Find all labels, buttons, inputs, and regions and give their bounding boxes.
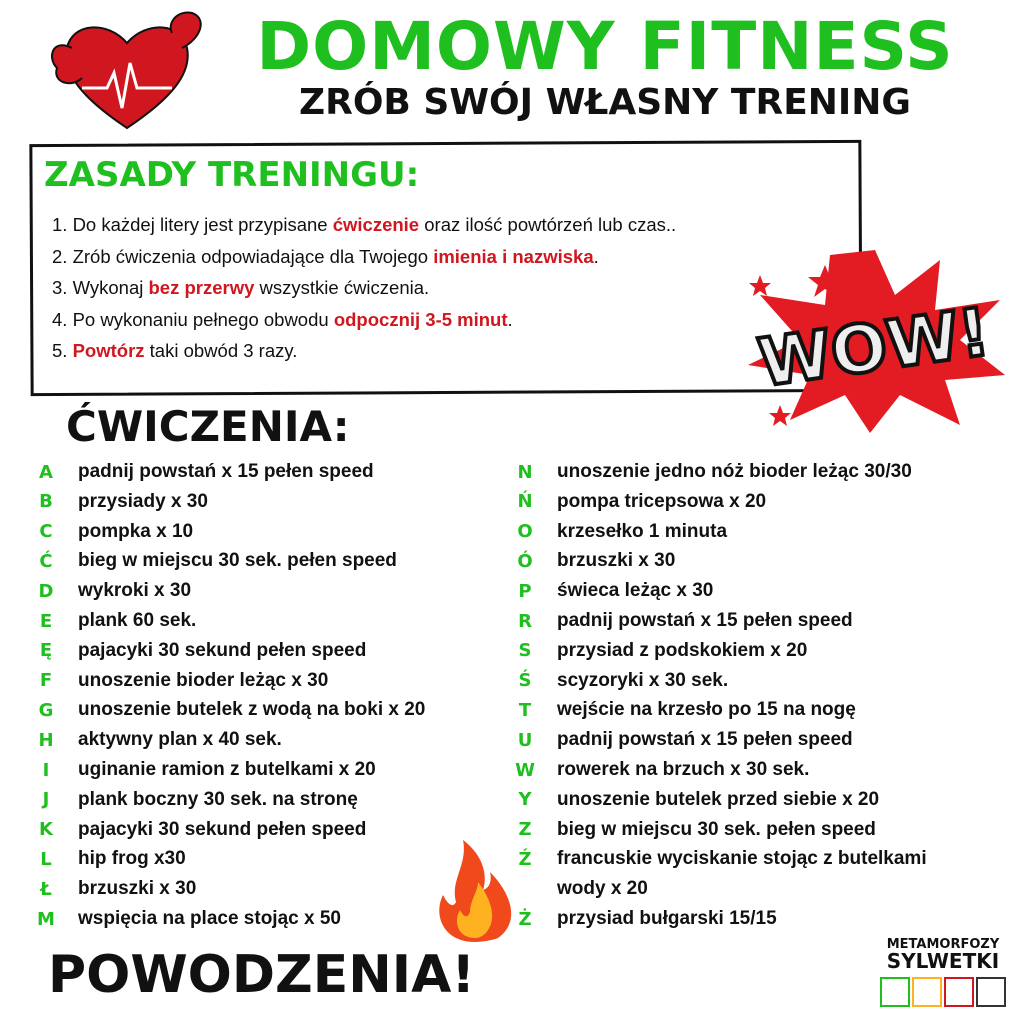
exercise-text: unoszenie bioder leżąc x 30 bbox=[78, 669, 329, 691]
exercise-row bbox=[507, 755, 809, 785]
rule-item bbox=[52, 246, 599, 268]
exercise-letter: C bbox=[39, 521, 53, 543]
exercise-row bbox=[28, 815, 366, 845]
exercise-row bbox=[28, 487, 208, 517]
exercises-title: ĆWICZENIA: bbox=[66, 402, 350, 451]
fitness-icon bbox=[880, 977, 910, 1007]
exercise-letter: Y bbox=[518, 789, 532, 811]
rule-item bbox=[52, 309, 513, 331]
exercise-row bbox=[507, 606, 853, 636]
exercise-row bbox=[507, 636, 807, 666]
exercise-letter: Ź bbox=[518, 848, 532, 870]
exercise-letter: K bbox=[39, 819, 53, 841]
body-icon bbox=[976, 977, 1006, 1007]
exercise-row bbox=[28, 785, 358, 815]
exercise-letter: Ń bbox=[517, 491, 533, 513]
exercise-text: pompka x 10 bbox=[78, 520, 194, 542]
exercise-text: unoszenie butelek z wodą na boki x 20 bbox=[78, 699, 426, 721]
exercise-row bbox=[28, 904, 341, 934]
exercise-letter: Ó bbox=[517, 550, 533, 572]
exercise-letter: D bbox=[38, 580, 54, 602]
exercise-row bbox=[507, 904, 777, 934]
exercise-letter: E bbox=[39, 610, 53, 632]
exercise-text: wody x 20 bbox=[557, 878, 648, 900]
heart-muscle-logo-icon bbox=[42, 8, 212, 133]
exercise-text: uginanie ramion z butelkami x 20 bbox=[78, 759, 376, 780]
exercise-text: pajacyki 30 sekund pełen speed bbox=[78, 818, 367, 840]
exercise-text: padnij powstań x 15 pełen speed bbox=[78, 461, 374, 482]
exercise-row bbox=[507, 487, 766, 517]
exercise-text: rowerek na brzuch x 30 sek. bbox=[557, 759, 810, 780]
rule-text: 3. Wykonaj bbox=[52, 277, 149, 298]
exercise-letter: J bbox=[42, 789, 50, 811]
brand-line1: METAMORFOZY bbox=[886, 937, 1000, 952]
exercise-letter: P bbox=[518, 580, 532, 602]
exercise-row bbox=[28, 546, 397, 576]
rule-text: taki obwód 3 razy. bbox=[144, 340, 298, 361]
exercise-text: świeca leżąc x 30 bbox=[557, 580, 714, 602]
exercise-text: pompa tricepsowa x 20 bbox=[557, 490, 767, 512]
exercise-row bbox=[507, 517, 727, 547]
exercise-row bbox=[28, 695, 425, 725]
exercise-row bbox=[507, 546, 675, 576]
exercise-text: padnij powstań x 15 pełen speed bbox=[557, 729, 853, 751]
exercise-text: hip frog x30 bbox=[78, 848, 186, 870]
rule-highlight: imienia i nazwiska bbox=[433, 245, 594, 267]
exercise-text: plank boczny 30 sek. na stronę bbox=[78, 788, 358, 810]
exercise-letter: B bbox=[39, 491, 53, 513]
exercise-row bbox=[28, 844, 186, 874]
rule-item bbox=[52, 214, 676, 236]
rule-text: oraz ilość powtórzeń lub czas.. bbox=[419, 214, 677, 235]
exercise-letter: Ł bbox=[40, 878, 52, 900]
exercise-row bbox=[28, 755, 376, 785]
rule-text: 2. Zrób ćwiczenia odpowiadające dla Twojego bbox=[52, 245, 434, 267]
exercise-row bbox=[507, 695, 856, 725]
waist-icon bbox=[944, 977, 974, 1007]
exercise-letter: Ć bbox=[39, 550, 53, 572]
rule-text: wszystkie ćwiczenia. bbox=[254, 277, 430, 298]
rule-text: 1. Do każdej litery jest przypisane bbox=[52, 214, 333, 235]
exercise-letter: Ę bbox=[39, 640, 53, 662]
exercise-text: padnij powstań x 15 pełen speed bbox=[557, 610, 853, 631]
exercise-row bbox=[28, 636, 366, 666]
rule-text: . bbox=[507, 308, 513, 330]
exercise-text: przysiady x 30 bbox=[78, 490, 208, 512]
exercise-row bbox=[507, 576, 713, 606]
exercise-text: brzuszki x 30 bbox=[78, 878, 197, 900]
exercise-row bbox=[507, 457, 912, 487]
exercise-row bbox=[28, 725, 282, 755]
exercise-letter: Ż bbox=[518, 908, 532, 930]
exercise-text: aktywny plan x 40 sek. bbox=[78, 729, 282, 751]
page-title: DOMOWY FITNESS bbox=[256, 8, 954, 85]
page-subtitle: ZRÓB SWÓJ WŁASNY TRENING bbox=[299, 82, 911, 123]
exercise-text: brzuszki x 30 bbox=[557, 550, 676, 572]
apple-icon bbox=[912, 977, 942, 1007]
exercise-row bbox=[28, 874, 196, 904]
rule-highlight: bez przerwy bbox=[148, 277, 255, 298]
exercise-text: przysiad z podskokiem x 20 bbox=[557, 639, 808, 661]
exercise-row bbox=[507, 815, 876, 845]
exercise-row bbox=[507, 874, 648, 904]
exercise-letter: M bbox=[37, 908, 55, 930]
exercise-row bbox=[28, 517, 193, 547]
exercise-letter: I bbox=[42, 759, 50, 781]
exercise-text: krzesełko 1 minuta bbox=[557, 520, 728, 542]
exercise-letter: Ś bbox=[518, 670, 532, 692]
exercise-text: wspięcia na place stojąc x 50 bbox=[78, 908, 341, 929]
exercise-text: unoszenie jedno nóż bioder leżąc 30/30 bbox=[557, 461, 912, 482]
exercise-text: pajacyki 30 sekund pełen speed bbox=[78, 639, 367, 661]
exercise-text: wejście na krzesło po 15 na nogę bbox=[557, 699, 856, 721]
exercise-letter: L bbox=[40, 848, 52, 870]
rule-text: . bbox=[593, 245, 599, 267]
rule-item bbox=[52, 277, 429, 299]
exercise-text: francuskie wyciskanie stojąc z butelkami bbox=[557, 848, 927, 870]
exercise-row bbox=[28, 666, 328, 696]
wow-text: WOW! bbox=[753, 293, 995, 402]
exercise-letter: H bbox=[38, 729, 54, 751]
exercise-text: scyzoryki x 30 sek. bbox=[557, 669, 729, 691]
exercise-row bbox=[507, 725, 853, 755]
wow-burst-icon bbox=[740, 245, 1010, 435]
exercise-letter: R bbox=[518, 610, 532, 632]
rule-highlight: Powtórz bbox=[72, 340, 145, 361]
exercise-row bbox=[28, 606, 196, 636]
rule-highlight: odpocznij 3-5 minut bbox=[333, 308, 508, 330]
exercise-letter: F bbox=[39, 670, 53, 692]
rule-item bbox=[52, 340, 297, 362]
rules-title: ZASADY TRENINGU: bbox=[44, 155, 420, 195]
rule-text: 5. bbox=[52, 340, 73, 361]
exercise-letter: W bbox=[515, 759, 535, 781]
exercise-row bbox=[28, 576, 191, 606]
exercise-text: unoszenie butelek przed siebie x 20 bbox=[557, 788, 880, 810]
exercise-row bbox=[507, 666, 728, 696]
exercise-text: przysiad bułgarski 15/15 bbox=[557, 908, 777, 929]
exercise-letter: G bbox=[38, 699, 54, 721]
closing-text: POWODZENIA! bbox=[48, 945, 476, 1005]
exercise-letter: O bbox=[517, 521, 533, 543]
exercise-letter: U bbox=[517, 729, 533, 751]
exercise-row bbox=[507, 844, 927, 874]
rule-text: 4. Po wykonaniu pełnego obwodu bbox=[52, 308, 334, 330]
brand-logo bbox=[868, 938, 1018, 1010]
exercise-letter: A bbox=[39, 461, 53, 483]
exercise-row bbox=[507, 785, 879, 815]
rule-highlight: ćwiczenie bbox=[332, 214, 420, 235]
exercise-text: bieg w miejscu 30 sek. pełen speed bbox=[78, 550, 397, 572]
exercise-letter: T bbox=[518, 699, 532, 721]
exercise-text: bieg w miejscu 30 sek. pełen speed bbox=[557, 818, 876, 840]
exercise-letter: Z bbox=[518, 819, 532, 841]
exercise-text: wykroki x 30 bbox=[78, 580, 192, 602]
exercise-text: plank 60 sek. bbox=[78, 610, 197, 631]
flame-icon bbox=[428, 830, 523, 945]
exercise-row bbox=[28, 457, 374, 487]
exercise-letter: S bbox=[518, 640, 532, 662]
brand-line2: SYLWETKI bbox=[886, 949, 1000, 973]
exercise-letter: N bbox=[517, 461, 533, 483]
